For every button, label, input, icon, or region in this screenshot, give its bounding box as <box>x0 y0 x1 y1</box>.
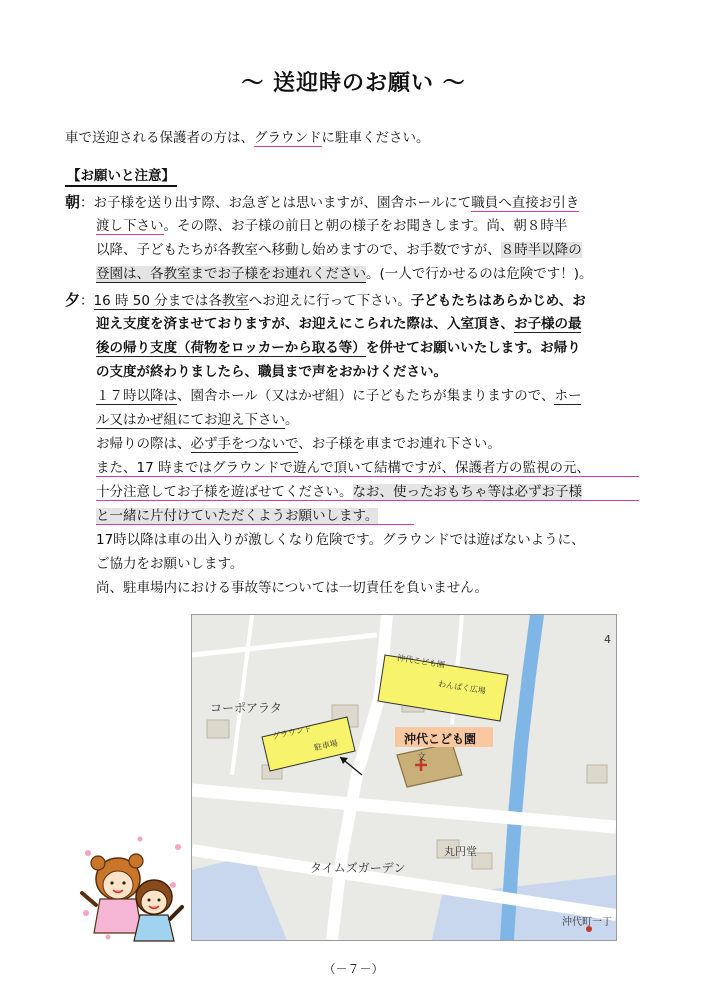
morning-line-3: 以降、子どもたちが各教室へ移動し始めますので、お手数ですが、８時半以降の <box>96 242 582 258</box>
town-label: 沖代町一丁 <box>562 917 612 928</box>
school-label: 沖代こども園 <box>404 732 477 746</box>
evening-label: 夕 <box>65 291 81 309</box>
evening-line-2: 迎え支度を済ませておりますが、お迎えにこられた際は、入室頂き、お子様の最 <box>96 316 582 332</box>
morning-line-1: 朝：お子様を送り出す際、お急ぎとは思いますが、園舎ホールにて職員へ直接お引き <box>65 193 580 211</box>
ground-label-2: 駐車場 <box>313 738 339 753</box>
pink-underline-3 <box>96 524 414 525</box>
evening-line-8: また、17 時まではグラウンドで遊んで頂いて結構ですが、保護者方の監視の元、 <box>96 460 590 476</box>
bun-symbol: 文 <box>417 753 427 763</box>
plaza-label-2: わんぱく広場 <box>437 679 487 696</box>
evening-line-10: と一緒に片付けていただくようお願いします。 <box>96 508 379 524</box>
evening-line-9: 十分注意してお子様を遊ばせてください。なお、使ったおもちゃ等は必ずお子様 <box>96 484 582 500</box>
page-title: ～ 送迎時のお願い ～ <box>241 71 466 96</box>
evening-line-1: 夕：16 時 50 分までは各教室へお迎えに行って下さい。子どもたちはあらかじめ、お <box>65 291 586 309</box>
pink-underline-1 <box>96 476 639 477</box>
marudo-label: 丸円堂 <box>444 845 477 858</box>
evening-line-11: 17時以降は車の出入りが激しくなり危険です。グラウンドでは遊ばないように、 <box>96 532 585 548</box>
intro-after: に駐車ください。 <box>321 130 430 146</box>
morning-line-2: 渡し下さい。その際、お子様の前日と朝の様子をお聞きします。尚、朝８時半 <box>96 218 568 234</box>
evening-line-7: お帰りの際は、必ず手をつないで、お子様を車までお連れ下さい。 <box>96 436 501 452</box>
girl-icon <box>82 854 143 933</box>
evening-line-3: 後の帰り支度（荷物をロッカーから取る等）を併せてお願いいたします。お帰り <box>96 340 581 356</box>
evening-line-13: 尚、駐車場内における事故等については一切責任を負いません。 <box>96 580 489 596</box>
evening-line-4: の支度が終わりましたら、職員まで声をおかけください。 <box>96 364 447 380</box>
pink-underline-2 <box>96 500 639 501</box>
location-map <box>191 614 617 941</box>
boy-icon <box>134 880 182 941</box>
evening-line-5: １７時以降は、園舎ホール（又はかぜ組）に子どもたちが集まりますので、ホー <box>96 388 582 404</box>
morning-line-4: 登園は、各教室までお子様をお連れください。(一人で行かせるのは危険です！)。 <box>96 266 593 282</box>
morning-label: 朝 <box>65 193 81 211</box>
page-number: （－７－） <box>323 962 384 976</box>
intro-before: 車で送迎される保護者の方は、 <box>65 130 254 146</box>
times-label: タイムズガーデン <box>310 861 406 875</box>
evening-line-6: ル又はかぜ組にてお迎え下さい。 <box>96 412 299 428</box>
corpo-label: コーポアラタ <box>210 701 282 715</box>
section-heading: 【お願いと注意】 <box>65 164 177 187</box>
map-num-label: 4 <box>604 633 611 646</box>
ground-label-1: グラウンド <box>271 723 313 742</box>
intro-highlight: グラウンド <box>254 130 322 146</box>
intro-text <box>65 126 430 146</box>
plaza-label-1: 沖代こども園 <box>396 653 446 670</box>
children-illustration <box>78 833 188 945</box>
evening-line-12: ご協力をお願いします。 <box>96 556 244 572</box>
